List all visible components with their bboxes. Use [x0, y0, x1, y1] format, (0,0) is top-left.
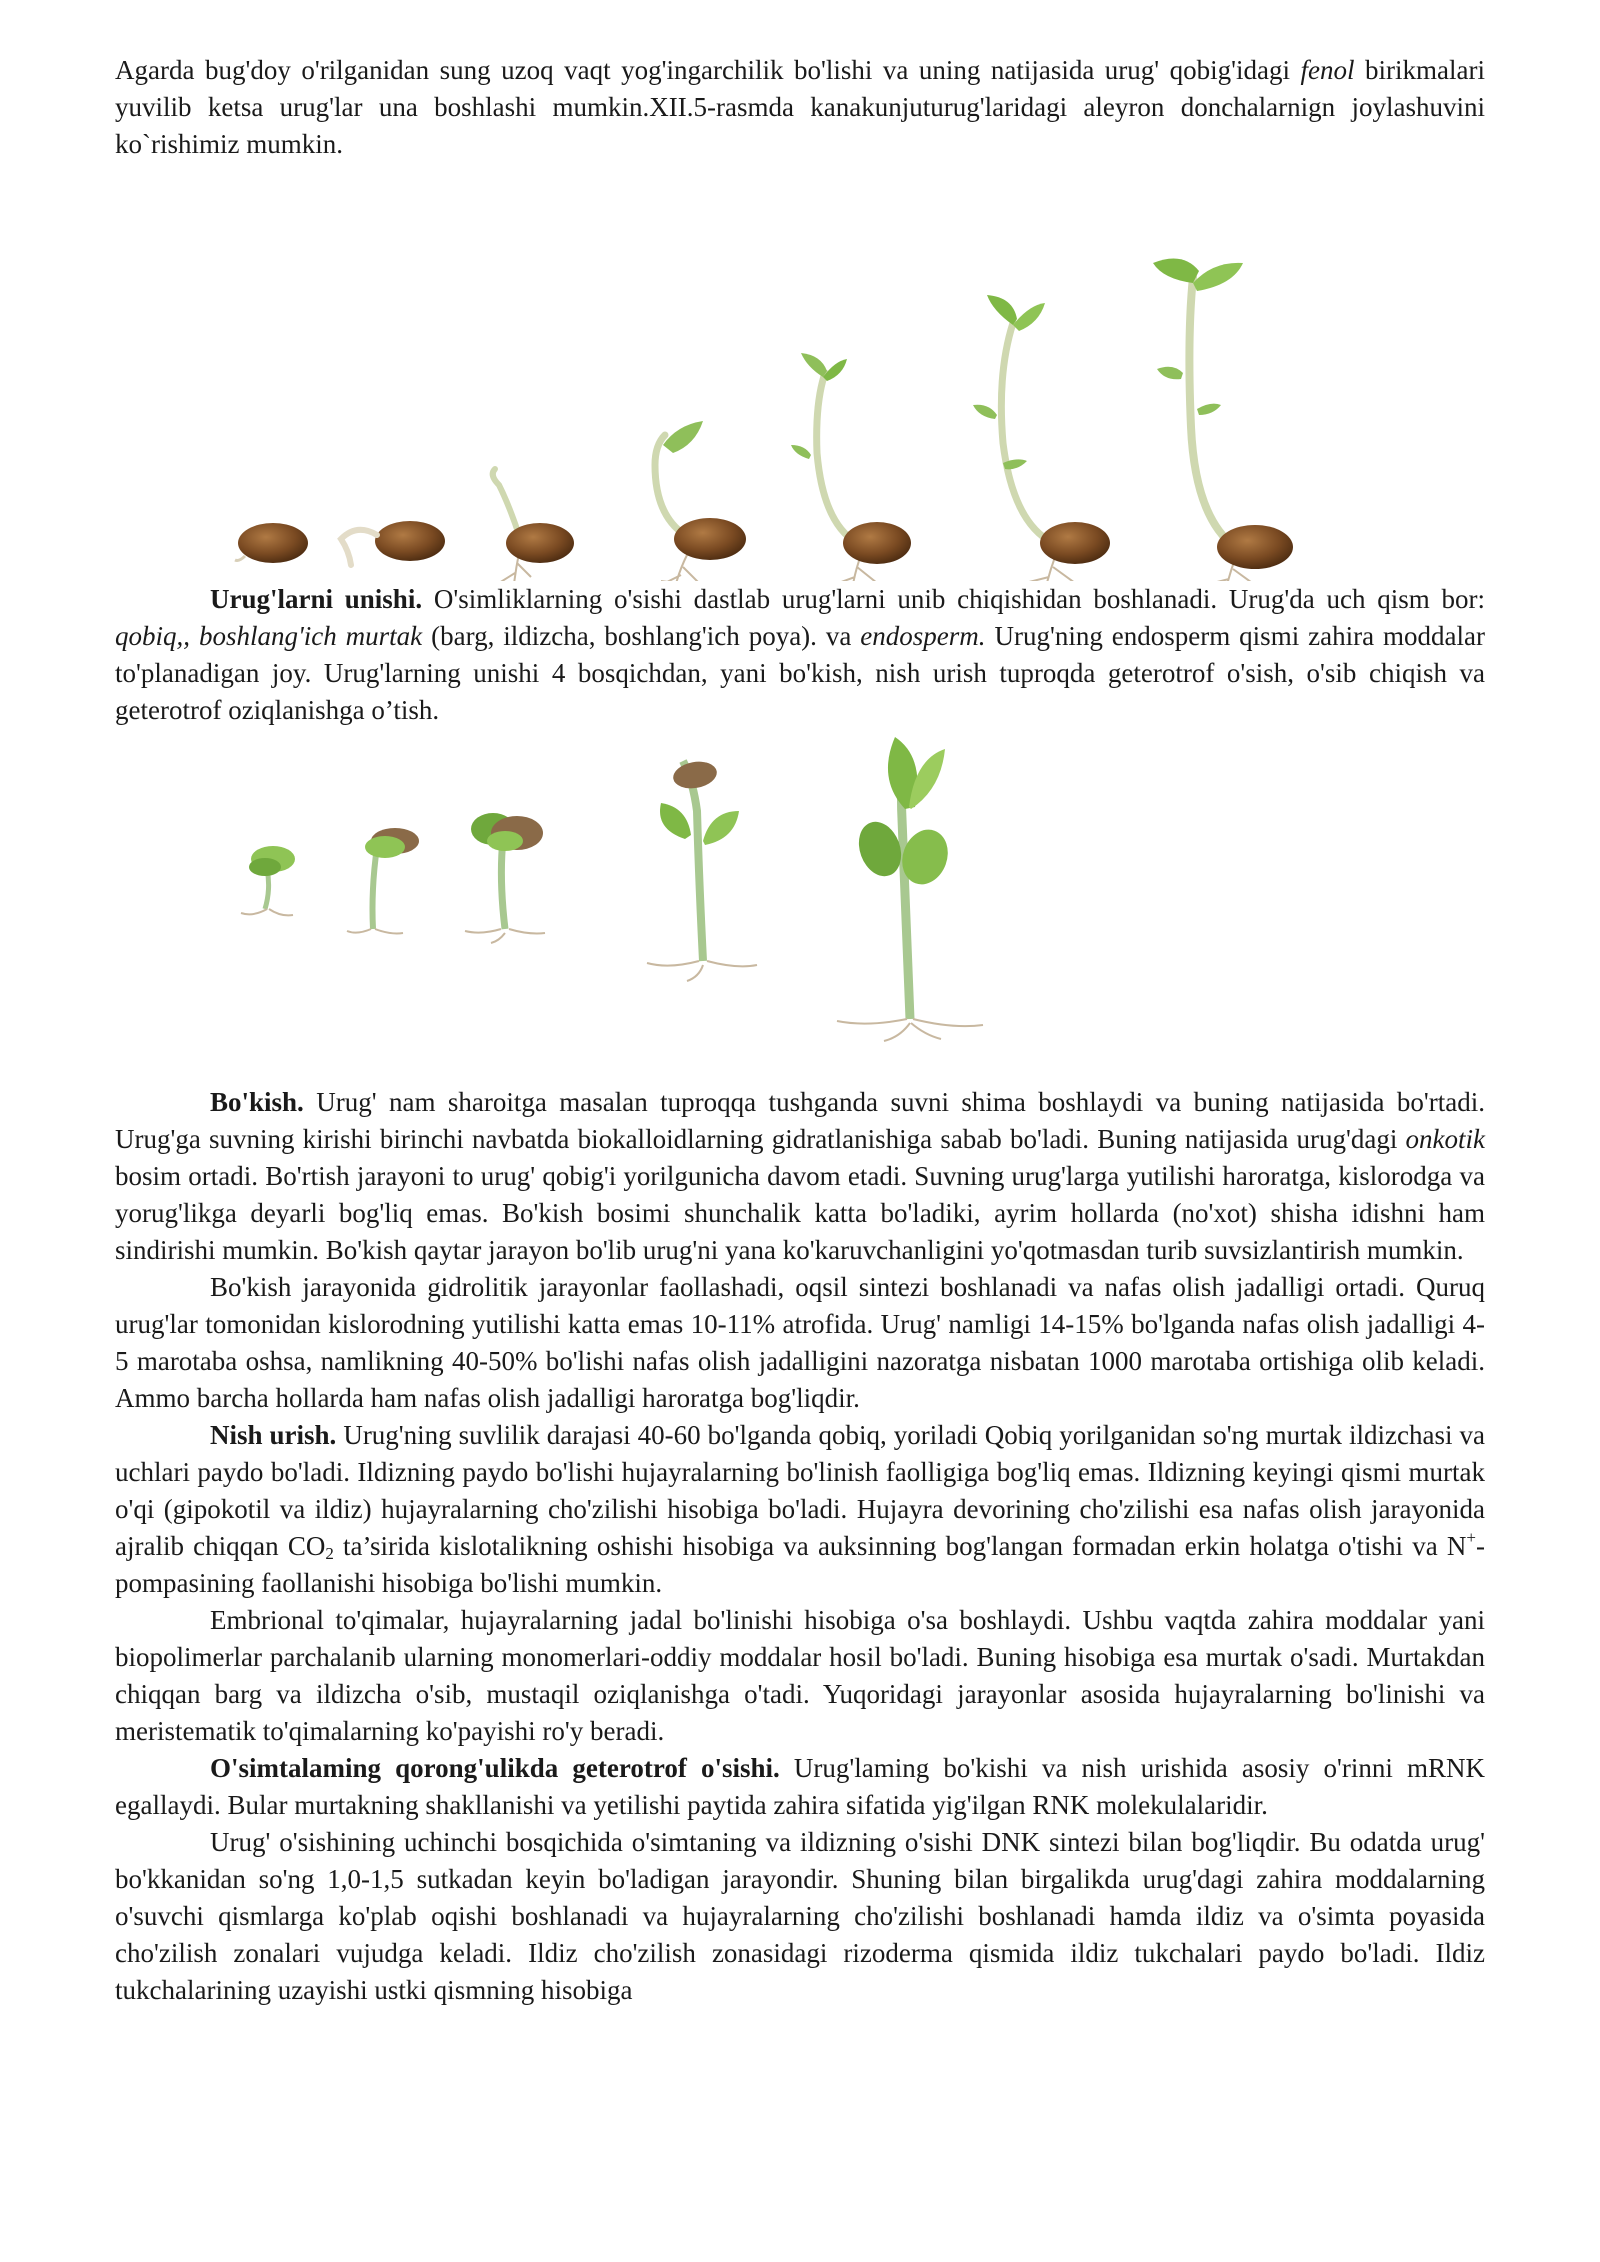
italic-term-embryo: qobiq,, boshlang'ich murtak	[115, 621, 423, 651]
italic-term-fenol: fenol	[1300, 55, 1355, 85]
paragraph-swelling	[115, 1084, 1485, 1269]
paragraph-intro	[115, 52, 1485, 163]
seed-stage-1	[235, 523, 308, 563]
seed-stage-6	[973, 295, 1110, 581]
paragraph-sprouting	[115, 1417, 1485, 1602]
text-run: Urug' nam sharoitga masalan tuproqqa tushganda suvni shima boshlaydi va buning natijasida bo'rtadi. Urug'ga suvning kirishi birinchi navbatda biokalloidlarning gidratlanishiga sabab bo'ladi. Buning natijasida urug'dagi	[115, 1087, 1485, 1154]
subscript-2: 2	[325, 1544, 334, 1563]
italic-term-endosperm: endosperm.	[860, 621, 986, 651]
seedling-stage-5	[837, 737, 983, 1041]
text-run: O'simliklarning o'sishi dastlab urug'larni unib chiqishidan boshlanadi. Urug'da uch qism bor:	[422, 584, 1485, 614]
seedling-stage-2	[347, 828, 419, 934]
seedling-illustration	[115, 729, 1485, 1084]
text-run: ta’sirida kislotalikning oshishi hisobiga va auksinning bog'langan formadan erkin holatga o'tishi va N	[333, 1531, 1467, 1561]
document-page	[115, 52, 1485, 2009]
text-run: bosim ortadi. Bo'rtish jarayoni to urug' qobig'i yorilgunicha davom etadi. Suvning urug'larga yutilishi haroratga, kislorodga va yorug'likga deyarli bog'liq emas. Bo'kish bosimi shunchalik katta bo'ladiki, ayrim hollarda (no'xot) shisha idishni ham sindirishi mumkin. Bo'kish qaytar jarayon bo'lib urug'ni yana ko'karuvchanligini yo'qotmasdan turib suvsizlantirish mumkin.	[115, 1161, 1485, 1265]
seed-stage-5	[791, 353, 911, 581]
text-run: Urug'ning suvlilik darajasi 40-60 bo'lganda qobiq, yoriladi Qobiq yorilganidan so'ng murtak ildizchasi va uchlari paydo bo'ladi. Ildizning paydo bo'lishi hujayralarning bo'linish faolligiga bog'liq emas. Ildizning keyingi qismi murtak o'qi (gipokotil va ildiz) hujayralarning cho'zilishi hisobiga bo'ladi. Hujayra devorining cho'zilishi esa nafas olish jarayonida ajralib chiqqan CO	[115, 1420, 1485, 1561]
text-run: Agarda bug'doy o'rilganidan sung uzoq vaqt yog'ingarchilik bo'lishi va uning natijasida urug' qobig'idagi	[115, 55, 1301, 85]
paragraph-third-stage: Urug' o'sishining uchinchi bosqichida o'simtaning va ildizning o'sishi DNK sintezi bilan bog'liqdir. Bu odatda urug' bo'kkanidan so'ng 1,0-1,5 sutkadan keyin bo'ladigan jarayondir. Shuning bilan birgalikda urug'dagi zahira moddalarning o'suvchi qismlarga ko'plab oqishi boshlanadi va hujayralarning cho'zilishi boshlanadi hamda ildiz va o'simta poyasida cho'zilish zonalari vujudga keladi. Ildiz cho'zilish zonasidagi rizoderma qismida ildiz tukchalari paydo bo'ladi. Ildiz tukchalarining uzayishi ustki qismning hisobiga	[115, 1827, 1485, 2005]
seed-stage-3	[493, 469, 574, 581]
seedling-stage-3	[465, 813, 545, 943]
seedling-stage-1	[241, 846, 295, 915]
text-run: (barg, ildizcha, boshlang'ich poya). va	[422, 621, 861, 651]
section-heading-sprouting: Nish urish.	[210, 1420, 337, 1450]
germination-sequence-figure	[115, 163, 1485, 581]
seedling-stage-4	[647, 758, 757, 981]
seed-stage-4	[655, 421, 746, 581]
text-run: birikmalari yuvilib ketsa urug'lar una boshlashi mumkin.XII.5-rasmda kanakunjuturug'laridagi aleyron donchalarnign joylashuvini ko`rishimiz mumkin.	[115, 55, 1485, 159]
seedling-emergence-figure	[115, 729, 1485, 1084]
italic-term-onkotik: onkotik	[1405, 1124, 1485, 1154]
paragraph-swelling-respiration: Bo'kish jarayonida gidrolitik jarayonlar faollashadi, oqsil sintezi boshlanadi va nafas olish jadalligi ortadi. Quruq urug'lar tomonidan kislorodning yutilishi katta emas 10-11% atrofida. Urug' namligi 14-15% bo'lganda nafas olish jadalligi 4-5 marotaba oshsa, namlikning 40-50% bo'lishi nafas olish jadalligini nazoratga nisbatan 1000 marotaba ortishiga olib keladi. Ammo barcha hollarda ham nafas olish jadalligi haroratga bog'liqdir.	[115, 1272, 1485, 1413]
text-run: Urug'laming bo'kishi va nish urishida asosiy o'rinni mRNK egallaydi. Bular murtakning shakllanishi va yetilishi paytida zahira sifatida yig'ilgan RNK molekulalaridir.	[115, 1753, 1485, 1820]
section-heading-heterotrophic-growth: O'simtalaming qorong'ulikda geterotrof o'sishi.	[210, 1753, 780, 1783]
paragraph-embryonic-tissue: Embrional to'qimalar, hujayralarning jadal bo'linishi hisobiga o'sa boshlaydi. Ushbu vaqtda zahira moddalar yani biopolimerlar parchalanib ularning monomerlari-oddiy moddalar hosil bo'ladi. Buning hisobiga esa murtak o'sadi. Murtakdan chiqqan barg va ildizcha o'sib, mustaqil oziqlanishga o'tadi. Yuqoridagi jarayonlar asosida hujayralarning bo'linishi va meristematik to'qimalarning ko'payishi ro'y beradi.	[115, 1605, 1485, 1746]
paragraph-seed-germination	[115, 581, 1485, 729]
seed-stage-2	[341, 521, 445, 565]
superscript-plus: +	[1466, 1528, 1476, 1547]
germination-illustration	[115, 163, 1485, 581]
text-run: -pompasining faollanishi hisobiga bo'lishi mumkin.	[115, 1531, 1485, 1598]
paragraph-heterotrophic-growth	[115, 1750, 1485, 1824]
text-run: Urug'ning endosperm qismi zahira moddalar to'planadigan joy. Urug'larning unishi 4 bosqichdan, yani bo'kish, nish urish tuproqda geterotrof o'sish, o'sib chiqish va geterotrof oziqlanishga o’tish.	[115, 621, 1485, 725]
section-heading-germination: Urug'larni unishi.	[210, 584, 423, 614]
section-heading-swelling: Bo'kish.	[210, 1087, 304, 1117]
seed-stage-7	[1153, 259, 1293, 582]
